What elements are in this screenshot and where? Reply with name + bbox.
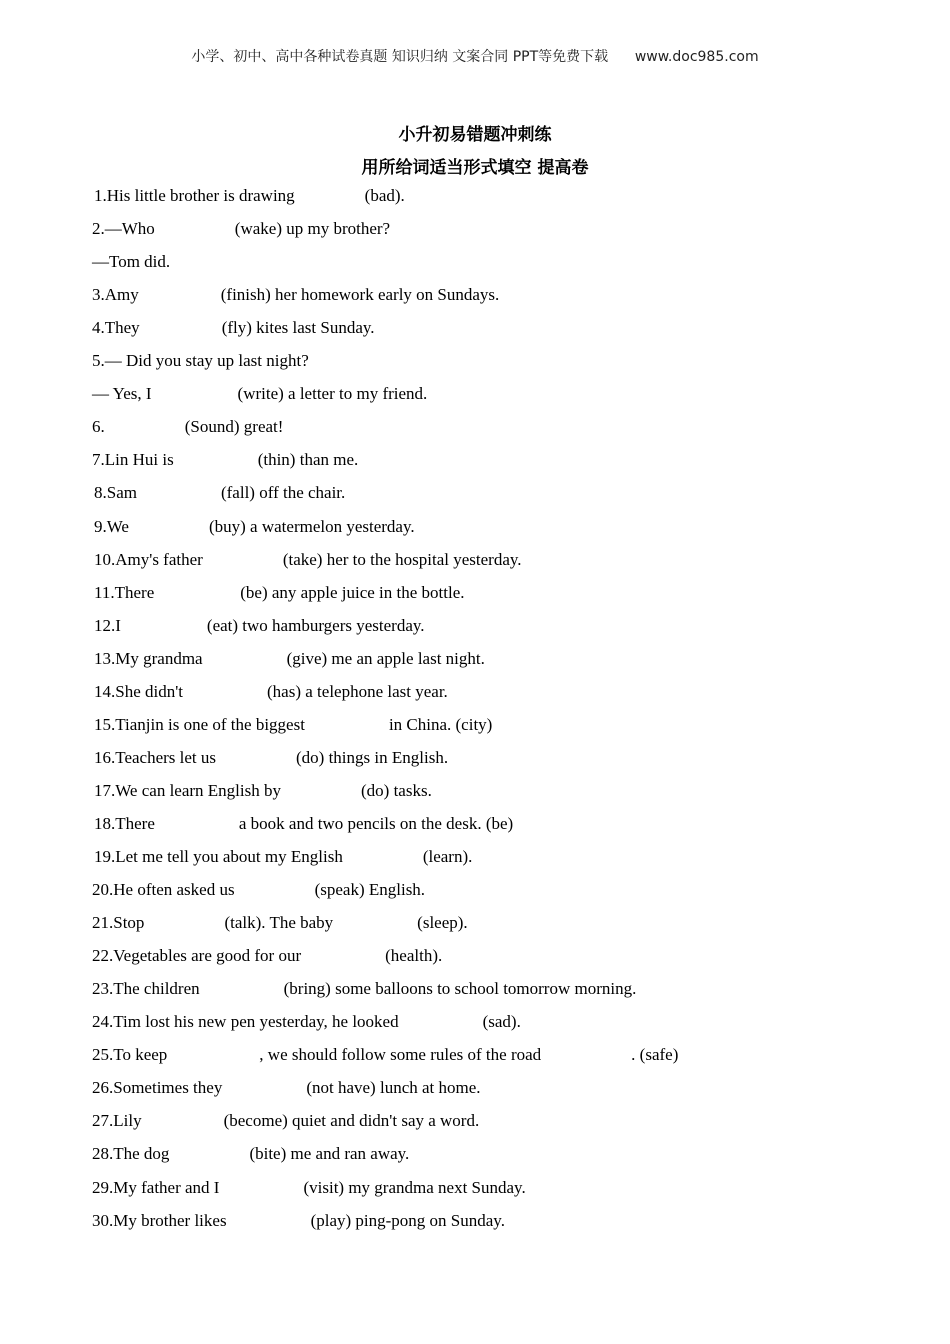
exercise-text: 11.There	[94, 582, 155, 602]
exercise-line	[92, 913, 468, 933]
exercise-text: 4.They	[92, 318, 140, 338]
exercise-text: 5.— Did you stay up last night?	[92, 351, 309, 371]
exercise-line	[92, 417, 283, 437]
exercise-line	[94, 186, 405, 206]
exercise-text: (has) a telephone last year.	[267, 681, 448, 701]
exercise-text: 21.Stop	[92, 913, 145, 933]
worksheet-subtitle: 用所给词适当形式填空 提高卷	[361, 158, 589, 178]
exercise-line	[92, 219, 390, 239]
exercise-text: 14.She didn't	[94, 681, 184, 701]
exercise-text: 9.We	[94, 516, 129, 536]
exercise-line	[94, 616, 425, 636]
exercise-text: 25.To keep	[92, 1045, 168, 1065]
exercise-text: a book and two pencils on the desk. (be)	[238, 813, 514, 833]
exercise-text: 30.My brother likes	[92, 1210, 227, 1230]
exercise-text: (Sound) great!	[184, 417, 284, 437]
exercise-text: (learn).	[422, 847, 473, 866]
exercise-line	[94, 550, 522, 570]
exercise-text: (sleep).	[417, 913, 468, 933]
exercise-text: 13.My grandma	[94, 648, 203, 668]
exercise-text: (eat) two hamburgers yesterday.	[206, 615, 425, 635]
exercise-text: 24.Tim lost his new pen yesterday, he looked	[92, 1012, 399, 1032]
exercise-text: (fly) kites last Sunday.	[221, 318, 375, 338]
exercise-text: (bad).	[364, 186, 405, 205]
exercise-text: 26.Sometimes they	[92, 1078, 223, 1098]
exercise-line	[92, 318, 375, 338]
exercise-text: —Tom did.	[92, 252, 171, 272]
exercise-line	[92, 1211, 505, 1231]
exercise-text: (do) things in English.	[296, 747, 449, 767]
exercise-text: 3.Amy	[92, 285, 139, 305]
exercise-text: 12.I	[94, 615, 121, 635]
exercise-text: 17.We can learn English by	[94, 780, 281, 800]
exercise-line	[92, 1144, 409, 1164]
exercise-text: 28.The dog	[92, 1144, 170, 1164]
exercise-text: 19.Let me tell you about my English	[94, 847, 343, 866]
exercise-line	[92, 1111, 479, 1131]
exercise-text: 16.Teachers let us	[94, 747, 217, 767]
exercise-text: (take) her to the hospital yesterday.	[282, 549, 522, 569]
exercise-text: 8.Sam	[94, 483, 137, 503]
exercise-line	[92, 880, 425, 900]
exercise-text: (wake) up my brother?	[234, 219, 391, 239]
exercise-line	[94, 748, 448, 768]
exercise-text: (bite) me and ran away.	[249, 1144, 410, 1164]
exercise-line	[92, 946, 442, 966]
exercise-line	[94, 715, 492, 735]
exercise-line	[94, 682, 448, 702]
exercise-text: in China. (city)	[388, 714, 493, 734]
exercise-text: 18.There	[94, 813, 155, 833]
exercise-text: (do) tasks.	[361, 780, 432, 800]
exercise-text: (thin) than me.	[257, 450, 359, 470]
exercise-line	[94, 583, 465, 603]
exercise-text: 29.My father and I	[92, 1177, 220, 1197]
exercise-text: 22.Vegetables are good for our	[92, 946, 302, 966]
exercise-text: (bring) some balloons to school tomorrow morning.	[283, 979, 637, 999]
exercise-text: . (safe)	[631, 1045, 679, 1065]
exercise-text: 1.His little brother is drawing	[94, 186, 295, 205]
page-header: 小学、初中、高中各种试卷真题 知识归纳 文案合同 PPT等免费下载 www.doc985.com	[191, 49, 759, 65]
exercise-text: (fall) off the chair.	[220, 483, 346, 503]
exercise-text: (buy) a watermelon yesterday.	[208, 516, 415, 536]
exercise-text: (become) quiet and didn't say a word.	[223, 1111, 480, 1131]
exercise-line	[92, 384, 427, 404]
exercise-line	[92, 285, 499, 305]
exercise-text: (write) a letter to my friend.	[237, 384, 428, 404]
exercise-line	[94, 649, 485, 669]
exercise-text: (be) any apple juice in the bottle.	[240, 582, 465, 602]
exercise-line	[92, 1045, 678, 1065]
exercise-line	[92, 1178, 526, 1198]
exercise-text: (play) ping-pong on Sunday.	[310, 1210, 505, 1230]
exercise-text: 23.The children	[92, 979, 200, 999]
exercise-text: (finish) her homework early on Sundays.	[220, 285, 500, 305]
exercise-text: (not have) lunch at home.	[306, 1078, 481, 1098]
exercise-line	[92, 450, 358, 470]
exercise-text: , we should follow some rules of the road	[259, 1045, 542, 1065]
exercise-line	[92, 252, 170, 272]
exercise-text: (talk). The baby	[224, 913, 334, 933]
exercise-line	[94, 517, 415, 537]
exercise-text: (speak) English.	[314, 880, 426, 900]
exercise-line	[92, 1078, 481, 1098]
exercise-line	[94, 781, 432, 801]
exercise-line	[92, 351, 309, 371]
exercise-text: 27.Lily	[92, 1111, 142, 1131]
exercise-text: 10.Amy's father	[94, 549, 203, 569]
exercise-line	[92, 1012, 521, 1032]
exercise-line	[92, 979, 636, 999]
exercise-text: (give) me an apple last night.	[286, 648, 485, 668]
worksheet-title: 小升初易错题冲刺练	[398, 125, 552, 145]
exercise-text: (sad).	[482, 1012, 521, 1032]
exercise-text: (health).	[385, 946, 443, 966]
exercise-text: (visit) my grandma next Sunday.	[303, 1177, 526, 1197]
exercise-line	[94, 483, 345, 503]
exercise-text: 20.He often asked us	[92, 880, 235, 900]
exercise-text: 7.Lin Hui is	[92, 450, 174, 470]
exercise-text: 6.	[92, 417, 105, 437]
exercise-text: 15.Tianjin is one of the biggest	[94, 714, 305, 734]
exercise-text: — Yes, I	[92, 384, 152, 404]
exercise-text: 2.—Who	[92, 219, 155, 239]
exercise-line	[94, 847, 472, 867]
exercise-line	[94, 814, 513, 834]
